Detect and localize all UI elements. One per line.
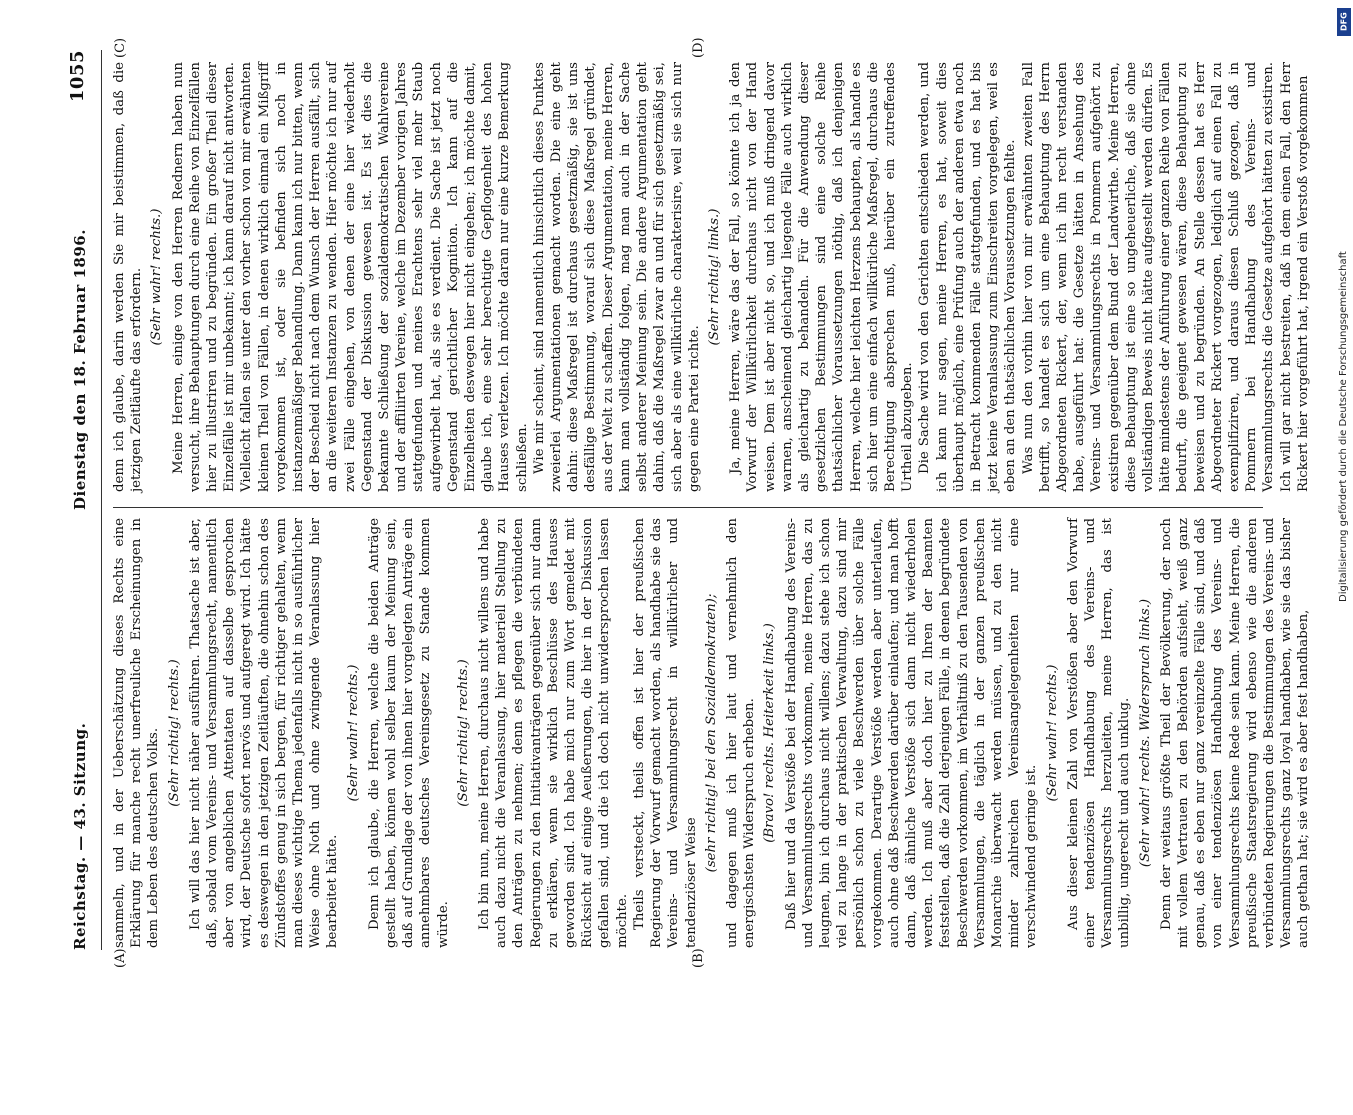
margin-marker-b: (B) [691,948,706,968]
paragraph: Wie mir scheint, sind namentlich hinsichtlich dieses Punktes zweierlei Argumentationen gemacht worden. Die eine geht dahin: diese Maßregel ist durchaus gesetzmäßig, sie ist uns desfällige Bestimmung, worauf sich diese Maßregel gründet, aus der Welt zu schaffen. Dieser Argumentation, meine Herren, kann man vollständig folgen, mag man auch in der Sache selbst anderer Meinung sein. Die andere Argumentation geht dahin, daß die Maßregel zwar an und für sich gesetzmäßig sei, sich aber als eine willkürliche charakterisire, weil sie sich nur gegen eine Partei richte. [531,62,702,492]
margin-marker-c: (C) [113,37,128,58]
interjection: (Sehr wahr! rechts.) [149,208,165,346]
interjection: (Sehr wahr! rechts. Widerspruch links.) [1137,598,1153,868]
paragraph: Denn der weitaus größte Theil der Bevölkerung, der noch mit vollem Vertrauen zu den Behörden aufsieht, weiß ganz genau, daß es eben nur ganz vereinzelte Fälle sind, und daß von einer tendenziösen Handhabung des Vereins- und Versammlungsrechts keine Rede sein kann. Meine Herren, die preußische Staatsregierung wird ebenso wie die anderen verbündeten Regierungen die Bestimmungen des Vereins- und Versammlungsrechts ganz loyal handhaben, wie sie das bisher auch gethan hat; sie wird es aber fest handhaben, [1158,518,1312,948]
rotated-page [61,0,1312,1115]
margin-marker-d: (D) [691,37,706,58]
header-session: Reichstag. — 43. Sitzung. [71,722,89,950]
paragraph: und dagegen muß ich hier laut und vernehmlich den energischsten Widerspruch erheben. [724,518,758,948]
paragraph: Denn ich glaube, die Herren, welche die beiden Anträge gestellt haben, können wohl selber kaum der Meinung sein, daß auf Grundlage der von ihnen hier vorgelegten Anträge ein annehmbares deutsches Vereinsgesetz zu Stande kommen würde. [366,518,451,948]
paragraph: Theils versteckt, theils offen ist hier der preußischen Regierung der Vorwurf gemacht worden, als handhabe sie das Vereins- und Versammlungsrecht in willkürlicher und tendenziöser Weise [631,518,699,948]
paragraph: Ja, meine Herren, wäre das der Fall, so könnte ich ja den Vorwurf der Willkürlichkeit durchaus nicht von der Hand weisen. Dem ist aber nicht so, und ich muß dringend davor warnen, anscheinend gleichartig liegende Fälle auch wirklich als gleichartig zu behandeln. Für die Anwendung dieser gesetzlichen Bestimmungen sind eine solche Reihe thatsächlicher Voraussetzungen nöthig, daß ich denjenigen Herren, welche hier leichten Herzens behaupten, als handle es sich hier um eine einfach willkürliche Maßregel, durchaus die Berechtigung absprechen muß, hierüber ein zutreffendes Urtheil abzugeben. [728,62,916,492]
paragraph: Aus dieser kleinen Zahl von Verstößen aber den Vorwurf einer tendenziösen Handhabung des Vereins- und Versammlungsrechts herzuleiten, meine Herren, das ist unbillig, ungerecht und auch unklug. [1065,518,1133,948]
page-number: 1055 [67,50,88,103]
paragraph: sammeln, und in der Ueberschätzung dieses Rechts eine Erklärung für manche recht unerfreuliche Erscheinungen in dem Leben des deutschen Volks. [112,518,162,948]
paragraph: Ich will das hier nicht näher ausführen. Thatsache ist aber, daß, sobald vom Vereins- und Versammlungsrecht, namentlich aber von angeblichen Attentaten auf dasselbe gesprochen wird, der Deutsche sofort nervös und aufgeregt wird. Ich hätte es deswegen in den jetzigen Zeitläuften, die ohnehin schon des Zündstoffes genug in sich bergen, für richtiger gehalten, wenn man dieses wichtige Thema jedenfalls nicht in so ausführlicher Weise ohne Noth und ohne zwingende Veranlassung hier bearbeitet hätte. [187,518,341,948]
interjection: (Sehr wahr! rechts.) [345,664,361,802]
page-content [61,30,1312,970]
left-text-column [111,518,1312,948]
dfg-logo: DFG [1337,8,1351,36]
paragraph: Die Sache wird von den Gerichten entschieden werden, und ich kann nur sagen, meine Herren, es hat, soweit dies überhaupt möglich, eine Prüfung auch der anderen etwa noch in Betracht kommenden Fälle stattgefunden, und es hat bis jetzt keine Veranlassung zum Einschreiten vorgelegen, weil es eben an den thatsächlichen Voraussetzungen fehlte. [917,62,1019,492]
interjection: (Bravo! rechts. Heiterkeit links.) [762,623,778,843]
margin-marker-a: (A) [113,948,128,968]
interjection: (Sehr richtig! rechts.) [166,659,182,807]
paragraph: Was nun den vorhin hier von mir erwähnten zweiten Fall betrifft, so handelt es sich um eine Behauptung des Herrn Abgeordneten Rickert, der, wenn ich ihn recht verstanden habe, ausgeführt hat: die Gesetze hätten in Ansehung des Vereins- und Versammlungsrechts in Pommern aufgehört zu existiren gegenüber dem Bund der Landwirthe. Meine Herren, diese Behauptung ist eine so ungeheuerliche, daß sie ohne vollständigen Beweis nicht hätte aufgestellt werden dürfen. Es hätte mindestens der Anführung einer ganzen Reihe von Fällen bedurft, die geeignet gewesen wären, diese Behauptung zu beweisen und zu begründen. An Stelle dessen hat es Herr Abgeordneter Rickert vorgezogen, lediglich auf einen Fall zu exemplifiziren, und daraus diesen Schluß gezogen, daß in Pommern bei Handhabung des Vereins- und Versammlungsrechts die Gesetze aufgehört hätten zu existiren. Ich will gar nicht bestreiten, daß in dem einen Fall, den Herr Rickert hier vorgeführt hat, irgend ein Verstoß vorgekommen [1020,62,1311,492]
header-rule [101,50,102,950]
header-date: Dienstag den 18. Februar 1896. [71,229,89,510]
interjection: (Sehr wahr! rechts.) [1044,664,1060,802]
paragraph: Ich bin nun, meine Herren, durchaus nicht willens und habe auch dazu nicht die Veranlassung, hier materiell Stellung zu den Anträgen zu nehmen; denn es pflegen die verbündeten Regierungen zu den Initiativanträgen gegenüber sich nur dann zu erklären, wenn sie wirklich Beschlüsse des Hauses geworden sind. Ich habe mich nur zum Wort gemeldet mit Rücksicht auf einige Aeußerungen, die hier in der Diskussion gefallen sind, und die ich doch nicht unwidersprochen lassen möchte. [477,518,630,948]
paragraph: Daß hier und da Verstöße bei der Handhabung des Vereins- und Versammlungsrechts vorkommen, meine Herren, das zu leugnen, bin ich durchaus nicht willens; dazu stehe ich schon viel zu lange in der praktischen Verwaltung, dazu sind mir persönlich schon zu viele Beschwerden über solche Fälle vorgekommen. Derartige Verstöße werden aber unterlaufen, auch ohne daß Beschwerden darüber einlaufen; und man hofft dann, daß ähnliche Verstöße sich dann nicht wiederholen werden. Ich muß aber doch hier zu Ihren der Beamten feststellen, daß die Zahl derjenigen Fälle, in denen begründete Beschwerden vorkommen, im Verhältniß zu den Tausenden von Versammlungen, die täglich in der ganzen preußischen Monarchie überwacht werden müssen, und zu den nicht minder zahlreichen Vereinsangelegenheiten nur eine verschwindend geringe ist. [783,518,1040,948]
column-divider [113,507,1263,508]
interjection: (Sehr richtig! links.) [706,208,722,346]
interjection: (sehr richtig! bei den Sozialdemokraten); [703,593,719,873]
interjection: (Sehr richtig! rechts.) [455,659,471,807]
paragraph: Meine Herren, einige von den Herren Rednern haben nun versucht, ihre Behauptungen durch eine Reihe von Einzelfällen hier zu illustriren und zu begründen. Ein großer Theil dieser Einzelfälle ist mir unbekannt; ich kann darauf nicht antworten. Vielleicht fallen sie unter den vorher schon von mir erwähnten kleinen Theil von Fällen, in denen wirklich einmal ein Mißgriff vorgekommen ist, oder sie befinden sich noch in instanzenmäßiger Behandlung. Dann kann ich nur bitten, wenn der Bescheid nicht nach dem Wunsch der Herren ausfällt, sich an die weiteren Instanzen zu wenden. Hier möchte ich nur auf zwei Fälle eingehen, von denen der eine hier wiederholt Gegenstand der Diskussion gewesen ist. Es ist dies die bekannte Schließung der sozialdemokratischen Wahlvereine und der affiliirten Vereine, welche im Dezember vorigen Jahres stattgefunden und meines Erachtens sehr viel mehr Staub aufgewirbelt hat, als sie es verdient. Die Sache ist jetzt noch Gegenstand gerichtlicher Kognition. Ich kann auf die Einzelheiten deswegen hier nicht eingehen; ich möchte damit, glaube ich, eine sehr berechtigte Gepflogenheit des hohen Hauses verletzen. Ich möchte daran nur eine kurze Bemerkung schließen. [170,62,530,492]
digitization-credit: Digitalisierung gefördert durch die Deutsche Forschungsgemeinschaft [1338,251,1349,602]
running-header [67,50,97,950]
right-text-column [111,62,1311,492]
paragraph: denn ich glaube, darin werden Sie mir beistimmen, daß die jetzigen Zeitläufte das erfordern. [112,62,145,492]
